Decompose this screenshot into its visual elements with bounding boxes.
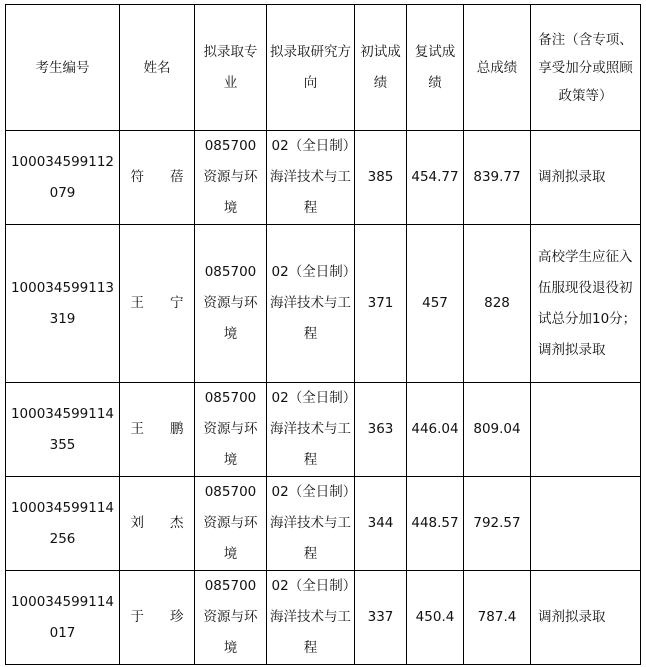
total-score: 792.57: [464, 477, 531, 571]
candidate-surname: 刘: [130, 515, 144, 531]
direction: 02（全日制）海洋技术与工程: [267, 225, 355, 383]
total-score: 809.04: [464, 383, 531, 477]
header-prelim-score: 初试成绩: [355, 5, 407, 131]
table-row: [6, 383, 641, 477]
header-major: 拟录取专业: [195, 5, 267, 131]
header-name: 姓名: [120, 5, 195, 131]
candidate-id: 100034599114256: [6, 477, 120, 571]
candidate-id: 100034599114017: [6, 571, 120, 665]
retest-score: 454.77: [407, 131, 464, 225]
candidate-id: 100034599112079: [6, 131, 120, 225]
direction: 02（全日制）海洋技术与工程: [267, 131, 355, 225]
candidate-surname: 于: [130, 609, 144, 625]
candidate-surname: 王: [130, 295, 144, 311]
major: 085700资源与环境: [195, 571, 267, 665]
table-row: [6, 571, 641, 665]
candidate-surname: 王: [130, 421, 144, 437]
candidate-id: 100034599113319: [6, 225, 120, 383]
candidate-given-name: 鹏: [170, 421, 184, 437]
direction: 02（全日制）海洋技术与工程: [267, 477, 355, 571]
prelim-score: 385: [355, 131, 407, 225]
header-candidate-id: 考生编号: [6, 5, 120, 131]
prelim-score: 371: [355, 225, 407, 383]
retest-score: 450.4: [407, 571, 464, 665]
candidate-given-name: 宁: [170, 295, 184, 311]
table-row: [6, 225, 641, 383]
total-score: 787.4: [464, 571, 531, 665]
retest-score: 457: [407, 225, 464, 383]
total-score: 828: [464, 225, 531, 383]
direction: 02（全日制）海洋技术与工程: [267, 383, 355, 477]
prelim-score: 344: [355, 477, 407, 571]
header-retest-score: 复试成绩: [407, 5, 464, 131]
candidate-given-name: 珍: [170, 609, 184, 625]
major: 085700资源与环境: [195, 383, 267, 477]
candidate-name: [120, 477, 195, 571]
table-row: [6, 477, 641, 571]
candidate-given-name: 杰: [170, 515, 184, 531]
prelim-score: 363: [355, 383, 407, 477]
table-row: [6, 131, 641, 225]
candidate-name: [120, 131, 195, 225]
total-score: 839.77: [464, 131, 531, 225]
header-total-score: 总成绩: [464, 5, 531, 131]
note: 调剂拟录取: [531, 571, 641, 665]
major: 085700资源与环境: [195, 225, 267, 383]
note: [531, 477, 641, 571]
major: 085700资源与环境: [195, 131, 267, 225]
retest-score: 448.57: [407, 477, 464, 571]
candidate-name: [120, 383, 195, 477]
candidate-surname: 符: [130, 169, 144, 185]
candidate-id: 100034599114355: [6, 383, 120, 477]
prelim-score: 337: [355, 571, 407, 665]
header-note: 备注（含专项、享受加分或照顾政策等）: [531, 5, 641, 131]
note: 调剂拟录取: [531, 131, 641, 225]
header-direction: 拟录取研究方向: [267, 5, 355, 131]
note: [531, 383, 641, 477]
retest-score: 446.04: [407, 383, 464, 477]
note: 高校学生应征入伍服现役退役初试总分加10分；调剂拟录取: [531, 225, 641, 383]
admission-table: [5, 4, 641, 665]
candidate-name: [120, 225, 195, 383]
candidate-given-name: 蓓: [170, 169, 184, 185]
header-row: [6, 5, 641, 131]
direction: 02（全日制）海洋技术与工程: [267, 571, 355, 665]
candidate-name: [120, 571, 195, 665]
major: 085700资源与环境: [195, 477, 267, 571]
